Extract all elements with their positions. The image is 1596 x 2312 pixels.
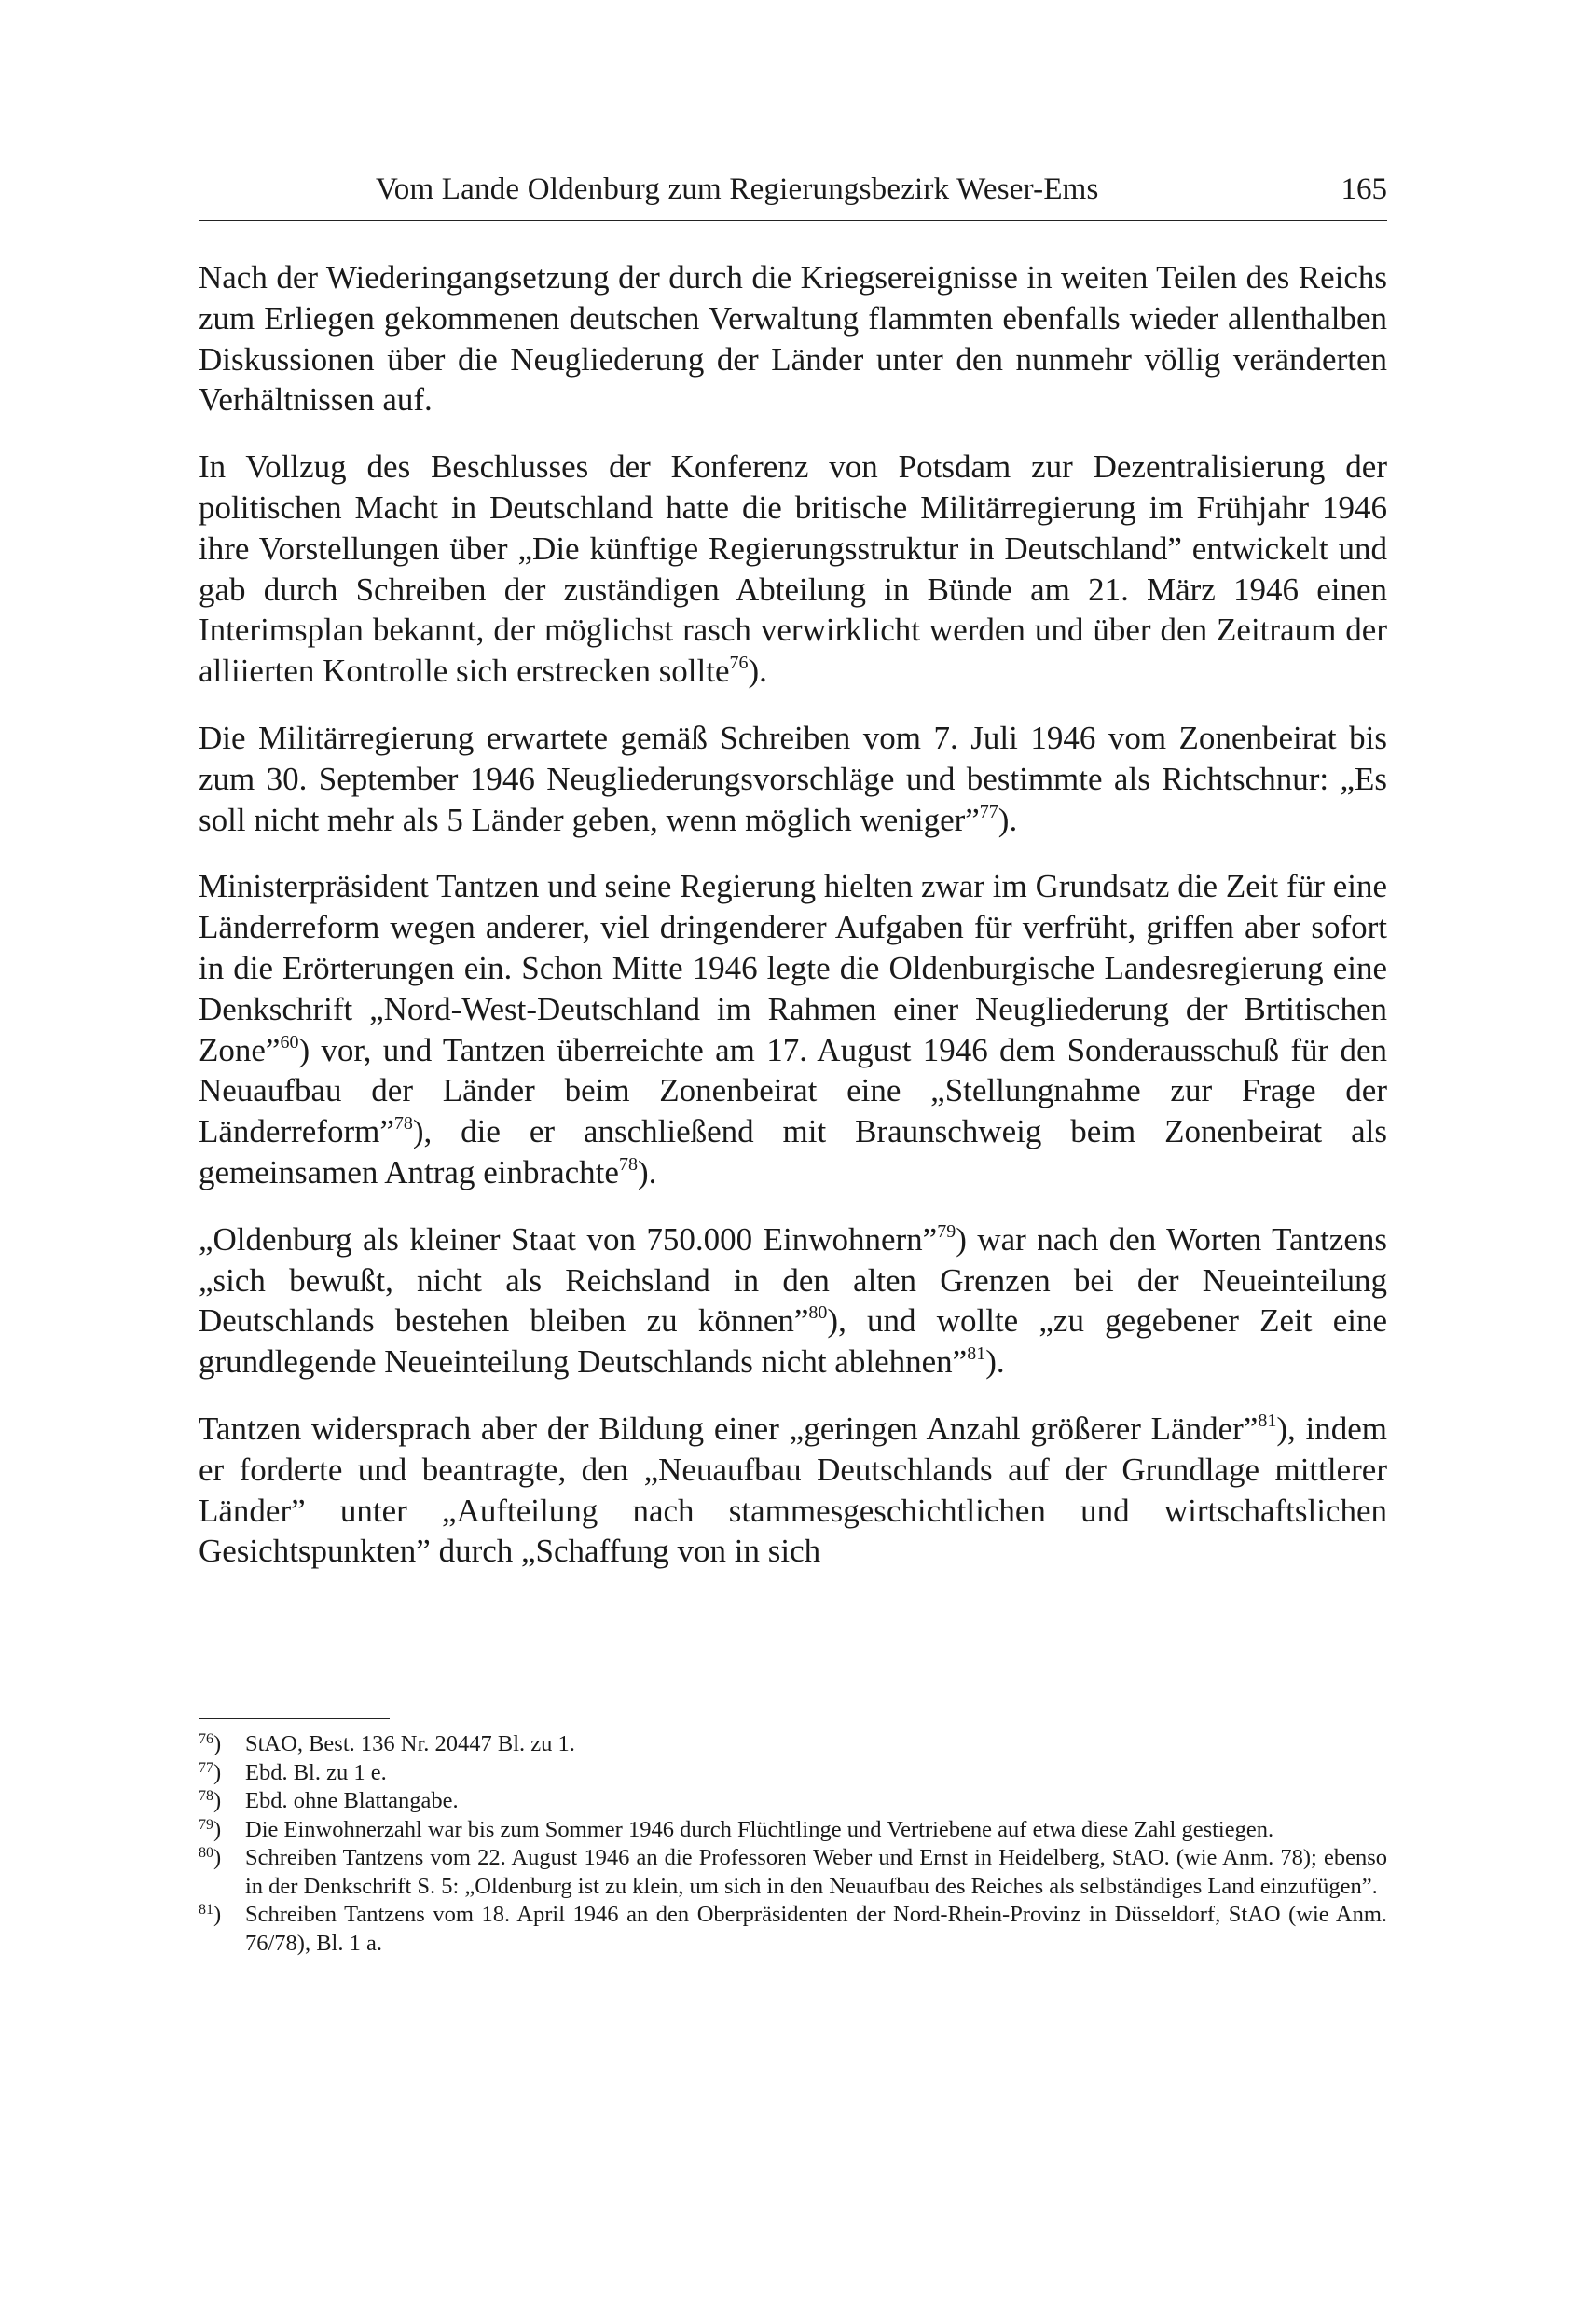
footnotes xyxy=(199,1730,1387,1958)
footnote-text: StAO, Best. 136 Nr. 20447 Bl. zu 1. xyxy=(245,1731,575,1756)
footnote-item: $^{76}$) StAO, Best. 136 Nr. 20447 Bl. zu 1. xyxy=(199,1730,1387,1759)
footnote-ref: 81 xyxy=(1258,1410,1277,1431)
paragraph-5: „Oldenburg als kleiner Staat von 750.000 Einwohnern”$^{79}$) war nach den Worten Tantzens „sich bewußt, nicht als Reichsland in den alten Grenzen bei der Neueinteilung Deutschlands bestehen bleiben zu können”$^{80}$), und wollte „zu gegebener Zeit eine grundlegende Neueinteilung Deutschlands nicht ablehnen”$^{81}$). xyxy=(199,1220,1387,1381)
footnote-number: 76 xyxy=(199,1731,213,1747)
footnote-text: Ebd. ohne Blattangabe. xyxy=(245,1788,459,1813)
footnote-ref: 81 xyxy=(967,1343,986,1365)
footnote-number: 81 xyxy=(199,1902,213,1918)
body-text xyxy=(199,257,1387,1598)
footnote-item: $^{77}$) Ebd. Bl. zu 1 e. xyxy=(199,1759,1387,1788)
footnote-number: 78 xyxy=(199,1788,213,1804)
paragraph-1: Nach der Wiederingangsetzung der durch die Kriegsereignisse in weiten Teilen des Reichs zum Erliegen gekommenen deutschen Verwaltung flammten ebenfalls wieder allenthalben Diskussionen über die Neugliederung der Länder unter den nunmehr völlig veränderten Verhältnissen auf. xyxy=(199,259,1387,419)
footnote-item: $^{78}$) Ebd. ohne Blattangabe. xyxy=(199,1787,1387,1816)
header-rule xyxy=(199,220,1387,221)
footnote-ref: 80 xyxy=(808,1302,828,1324)
footnote-ref: 78 xyxy=(618,1153,638,1175)
paragraph-6: Tantzen widersprach aber der Bildung einer „geringen Anzahl größerer Länder”$^{81}$), indem er forderte und beantragte, den „Neuaufbau Deutschlands auf der Grundlage mittlerer Länder” unter „Aufteilung nach stammesgeschichtlichen und wirtschaftslichen Gesichtspunkten” durch „Schaffung von in sich xyxy=(199,1410,1387,1570)
paragraph-2: In Vollzug des Beschlusses der Konferenz von Potsdam zur Dezentralisierung der politischen Macht in Deutschland hatte die britische Militärregierung im Frühjahr 1946 ihre Vorstellungen über „Die künftige Regierungsstruktur in Deutschland” entwickelt und gab durch Schreiben der zuständigen Abteilung in Bünde am 21. März 1946 einen Interimsplan bekannt, der möglichst rasch verwirklicht werden und über den Zeitraum der alliierten Kontrolle sich erstrecken sollte$^{76}$). xyxy=(199,448,1387,690)
paragraph-3: Die Militärregierung erwartete gemäß Schreiben vom 7. Juli 1946 vom Zonenbeirat bis zum 30. September 1946 Neugliederungsvorschläge und bestimmte als Richtschnur: „Es soll nicht mehr als 5 Länder geben, wenn möglich weniger”$^{77}$). xyxy=(199,719,1387,838)
footnote-item: $^{79}$) Die Einwohnerzahl war bis zum Sommer 1946 durch Flüchtlinge und Vertriebene auf etwa diese Zahl gestiegen. xyxy=(199,1816,1387,1845)
footnote-item: $^{81}$) Schreiben Tantzens vom 18. April 1946 an den Oberpräsidenten der Nord-Rhein-Provinz in Düsseldorf, StAO (wie Anm. 76/78), Bl. 1 a. xyxy=(199,1901,1387,1958)
running-title: Vom Lande Oldenburg zum Regierungsbezirk Weser-Ems xyxy=(376,172,1099,206)
paragraph-4: Ministerpräsident Tantzen und seine Regierung hielten zwar im Grundsatz die Zeit für eine Länderreform wegen anderer, viel dringenderer Aufgaben für verfrüht, griffen aber sofort in die Erörterungen ein. Schon Mitte 1946 legte die Oldenburgische Landesregierung eine Denkschrift „Nord-West-Deutschland im Rahmen einer Neugliederung der Brtitischen Zone”$^{60}$) vor, und Tantzen überreichte am 17. August 1946 dem Sonderausschuß für den Neuaufbau der Länder beim Zonenbeirat eine „Stellungnahme zur Frage der Länderreform”$^{78}$), die er anschließend mit Braunschweig beim Zonenbeirat als gemeinsamen Antrag einbrachte$^{78}$). xyxy=(199,868,1387,1190)
footnote-number: 79 xyxy=(199,1816,213,1833)
running-head xyxy=(199,166,1387,213)
footnote-item: $^{80}$) Schreiben Tantzens vom 22. August 1946 an die Professoren Weber und Ernst in Heidelberg, StAO. (wie Anm. 78); ebenso in der Denkschrift S. 5: „Oldenburg ist zu klein, um sich in den Neuaufbau des Reiches als selbständiges Land einzufügen”. xyxy=(199,1844,1387,1901)
footnote-text: Schreiben Tantzens vom 18. April 1946 an den Oberpräsidenten der Nord-Rhein-Provinz in Düsseldorf, StAO (wie Anm. 76/78), Bl. 1 a. xyxy=(245,1902,1387,1956)
footnote-rule xyxy=(199,1718,390,1719)
footnote-ref: 79 xyxy=(937,1220,956,1242)
footnote-ref: 77 xyxy=(979,801,998,822)
footnote-ref: 78 xyxy=(393,1113,413,1135)
footnote-number: 80 xyxy=(199,1845,213,1861)
footnote-text: Ebd. Bl. zu 1 e. xyxy=(245,1759,387,1785)
footnote-text: Die Einwohnerzahl war bis zum Sommer 1946 durch Flüchtlinge und Vertriebene auf etwa diese Zahl gestiegen. xyxy=(245,1816,1274,1842)
footnote-number: 77 xyxy=(199,1759,213,1776)
footnote-text: Schreiben Tantzens vom 22. August 1946 an die Professoren Weber und Ernst in Heidelberg, StAO. (wie Anm. 78); ebenso in der Denkschrift S. 5: „Oldenburg ist zu klein, um sich in den Neuaufbau des Reiches als selbständiges Land einzufügen”. xyxy=(245,1845,1387,1899)
footnote-ref: 76 xyxy=(729,653,749,674)
page-number: 165 xyxy=(1341,172,1387,206)
book-page xyxy=(199,166,1387,1956)
footnote-ref: 60 xyxy=(280,1031,299,1053)
